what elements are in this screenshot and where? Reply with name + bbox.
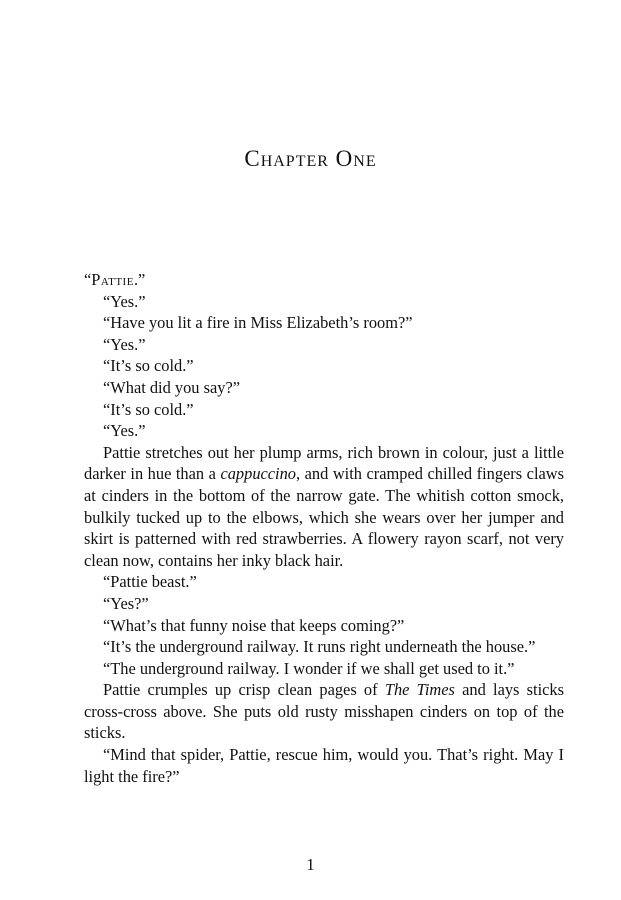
paragraph-11: “Yes?”	[103, 593, 149, 613]
page-number: 1	[306, 855, 315, 874]
paragraph-9-text-a: Pattie stretches out her plump arms, rich brown in colour, just a little darker in hue than a	[84, 442, 564, 484]
speaker-name-smallcaps: Pattie	[91, 270, 134, 289]
paragraph-15-text-b: and lays sticks cross-cross above. She puts old rusty misshapen cinders on top of the sticks.	[84, 680, 564, 743]
paragraph-16: “Mind that spider, Pattie, rescue him, would you. That’s right. May I light the fire?”	[84, 745, 564, 786]
paragraph-13: “It’s the underground railway. It runs right underneath the house.”	[103, 637, 536, 657]
paragraph-1	[84, 269, 564, 291]
quote-open: “	[84, 270, 92, 289]
quote-close: .”	[133, 270, 146, 289]
chapter-title: Chapter One	[244, 146, 377, 171]
paragraph-2: “Yes.”	[103, 291, 146, 311]
paragraph-7: “It’s so cold.”	[103, 399, 194, 419]
paragraph-8: “Yes.”	[103, 421, 146, 441]
paragraph-9	[84, 442, 564, 572]
paragraph-9-text-b: , and with cramped chilled fingers claws at cinders in the bottom of the narrow gate. The whitish cotton smock, bulkily tucked up to the elbows, which she wears over her jumper and skirt is patterned with red strawberries. A flowery rayon scarf, not very clean now, contains her inky black hair.	[84, 464, 564, 570]
paragraph-15-text-a: Pattie crumples up crisp clean pages of	[103, 680, 385, 700]
paragraph-3: “Have you lit a fire in Miss Elizabeth’s room?”	[103, 313, 413, 333]
paragraph-6: “What did you say?”	[103, 377, 240, 397]
paragraph-10: “Pattie beast.”	[103, 572, 197, 592]
paragraph-12: “What’s that funny noise that keeps coming?”	[103, 615, 405, 635]
paragraph-5: “It’s so cold.”	[103, 356, 194, 376]
paragraph-4: “Yes.”	[103, 334, 146, 354]
paragraph-15	[84, 679, 564, 744]
chapter-body	[84, 269, 564, 787]
paragraph-14: “The underground railway. I wonder if we shall get used to it.”	[103, 658, 515, 678]
paragraph-15-italic: The Times	[384, 680, 455, 700]
paragraph-9-italic: cappuccino	[220, 464, 297, 484]
